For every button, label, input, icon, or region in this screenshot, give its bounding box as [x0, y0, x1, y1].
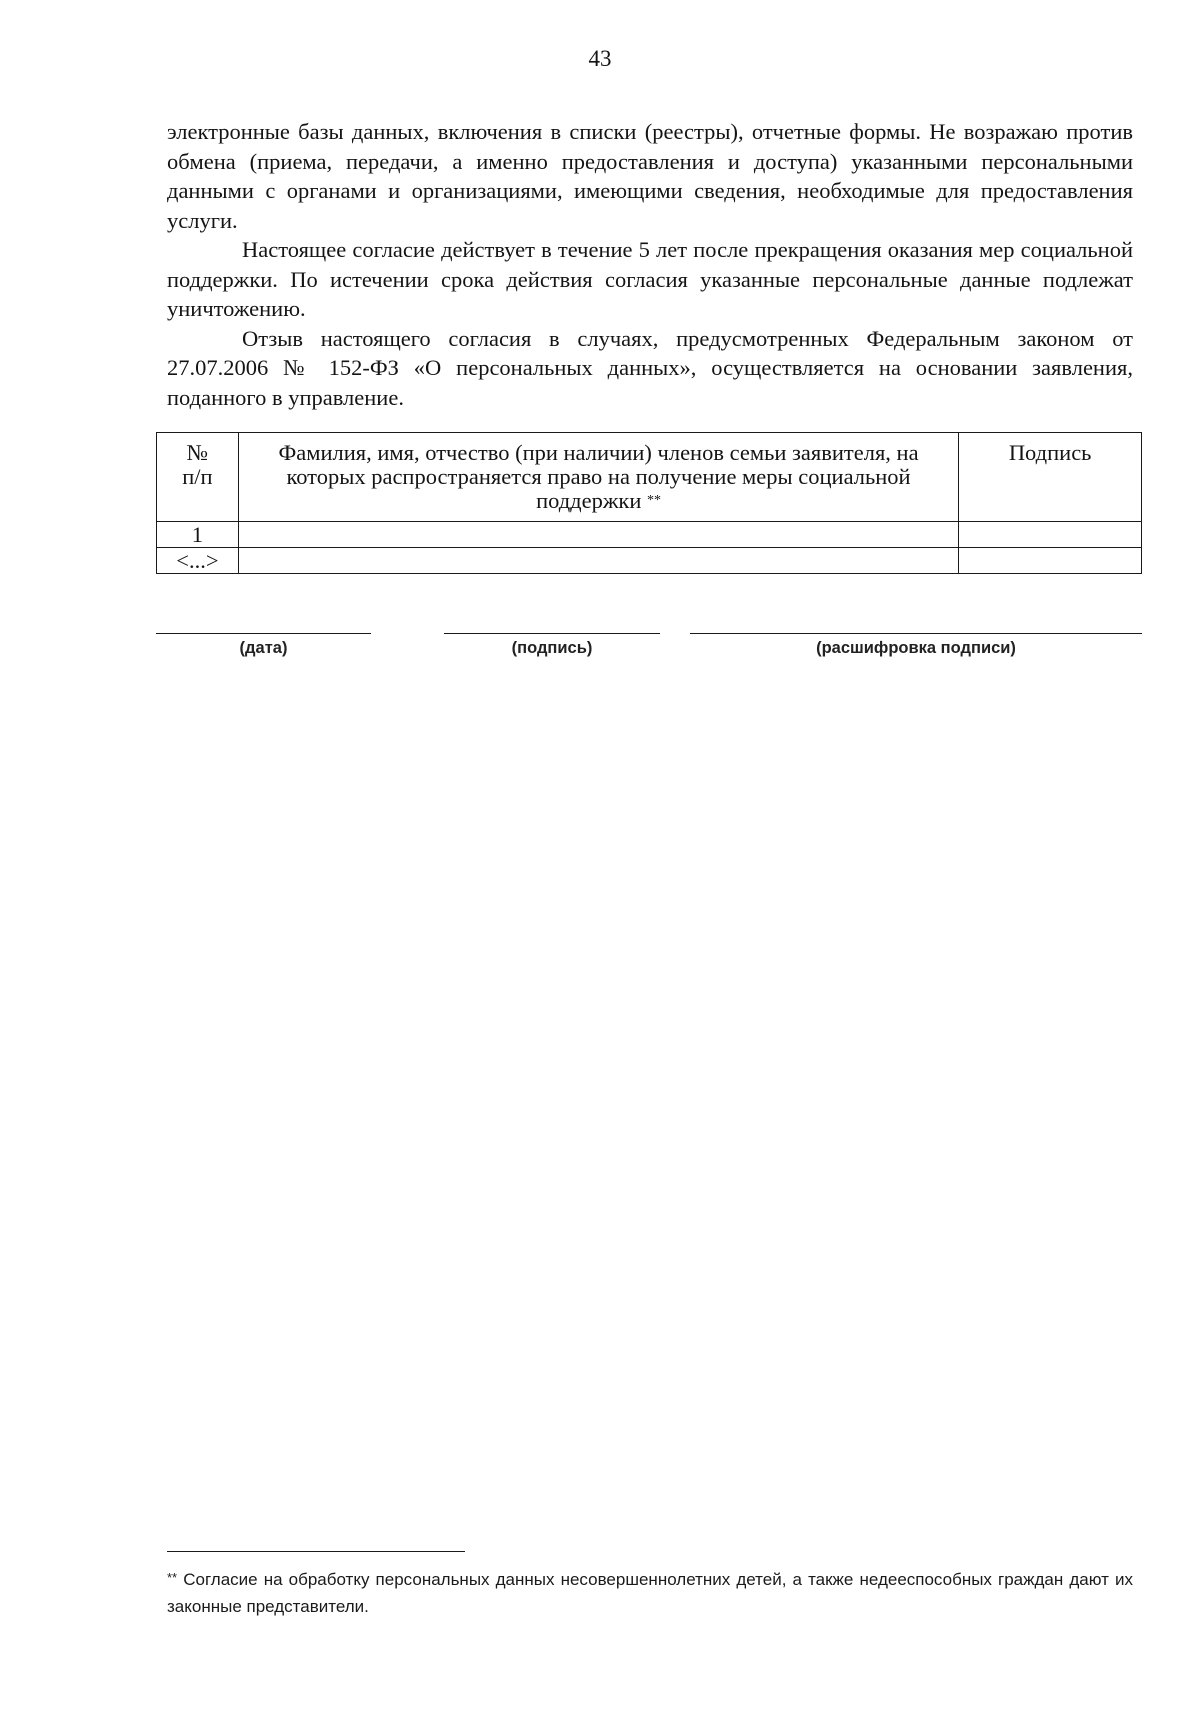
paragraph-revocation: Отзыв настоящего согласия в случаях, предусмотренных Федеральным законом от 27.07.2006 № 152-ФЗ «О персональных данных», осуществляется на основании заявления, поданного в управление.	[167, 325, 1133, 410]
header-full-name-label: Фамилия, имя, отчество (при наличии) членов семьи заявителя, на которых распространяется право на получение меры социальной поддержки	[278, 440, 919, 513]
header-number-label: № п/п	[182, 440, 213, 489]
header-signature	[959, 433, 1142, 522]
row-name-cell[interactable]	[238, 548, 958, 574]
table-header-row	[157, 433, 1142, 522]
signature-line[interactable]	[444, 633, 660, 634]
footnote	[167, 1566, 1133, 1620]
header-footnote-mark: **	[646, 493, 661, 508]
header-full-name	[238, 433, 958, 522]
signature-decode-caption: (расшифровка подписи)	[816, 639, 1016, 657]
footnote-separator	[167, 1551, 465, 1552]
row-number-cell: 1	[157, 522, 239, 548]
header-number	[157, 433, 239, 522]
consent-text	[167, 117, 1133, 412]
header-signature-label: Подпись	[1008, 440, 1092, 465]
paragraph-databases: электронные базы данных, включения в списки (реестры), отчетные формы. Не возражаю против обмена (приема, передачи, а именно предоставления и доступа) указанными персональными данными с органами и организациями, имеющими сведения, необходимые для предоставления услуги.	[167, 119, 1133, 233]
footnote-text: Согласие на обработку персональных данных несовершеннолетних детей, а также недееспособных граждан дают их законные представители.	[167, 1570, 1133, 1616]
row-signature-cell[interactable]	[959, 548, 1142, 574]
date-line[interactable]	[156, 633, 371, 634]
date-caption: (дата)	[239, 639, 288, 657]
signature-decode-line[interactable]	[690, 633, 1142, 634]
table-row	[157, 548, 1142, 574]
row-name-cell[interactable]	[238, 522, 958, 548]
footnote-mark: **	[167, 1570, 178, 1585]
row-signature-cell[interactable]	[959, 522, 1142, 548]
family-members-table	[156, 432, 1142, 574]
table-row	[157, 522, 1142, 548]
paragraph-validity: Настоящее согласие действует в течение 5 лет после прекращения оказания мер социальной поддержки. По истечении срока действия согласия указанные персональные данные подлежат уничтожению.	[167, 237, 1133, 321]
row-number-cell: <...>	[157, 548, 239, 574]
page-number: 43	[588, 46, 612, 71]
signature-caption: (подпись)	[511, 639, 593, 657]
